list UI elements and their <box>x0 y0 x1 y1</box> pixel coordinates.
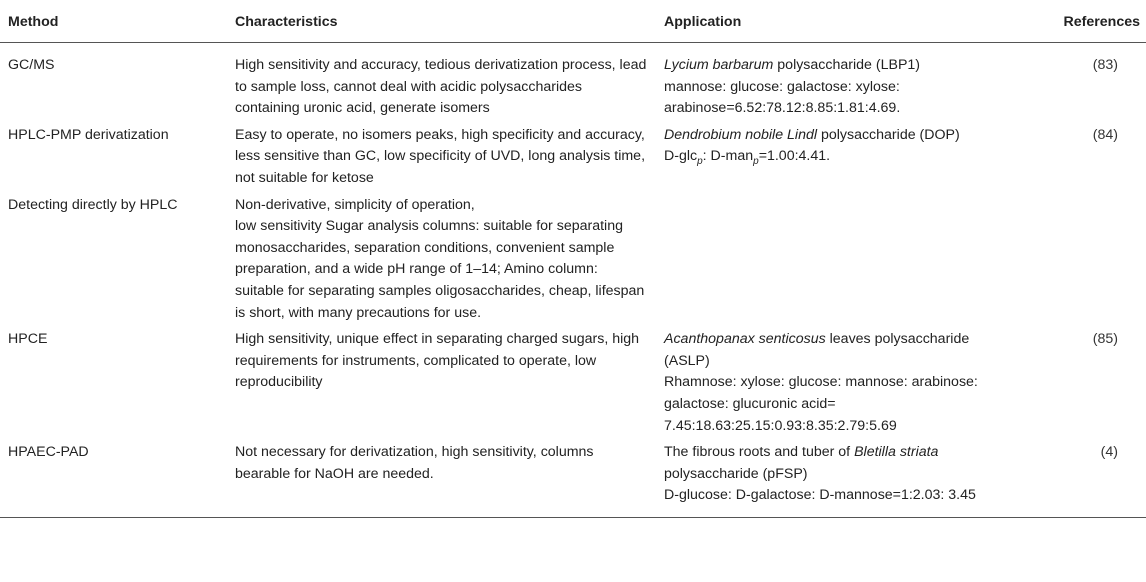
cell-characteristics: Not necessary for derivatization, high sensitivity, columns bearable for NaOH are needed. <box>227 442 656 517</box>
table-row <box>0 442 1146 517</box>
header-references: References <box>1022 0 1146 43</box>
header-method: Method <box>0 0 227 43</box>
application-prefix: The fibrous roots and tuber of <box>664 444 855 461</box>
composition-ratio: D-glucose: D-galactose: D-mannose=1:2.03: 3.45 <box>664 487 976 504</box>
cell-reference <box>1022 195 1146 330</box>
composition-ratio: mannose: glucose: galactose: xylose: arabinose=6.52:78.12:8.85:1.81:4.69. <box>664 78 901 117</box>
polysaccharide-name: polysaccharide (LBP1) <box>773 57 921 73</box>
cell-reference <box>1022 43 1146 125</box>
cell-characteristics: High sensitivity, unique effect in separating charged sugars, high requirements for instruments, complicated to operate, low reproducibility <box>235 331 640 391</box>
species-name: Bletilla striata <box>854 444 939 461</box>
table-row <box>0 329 1146 442</box>
reference-link[interactable]: (83) <box>1092 57 1118 73</box>
reference-link[interactable]: (4) <box>1100 444 1118 461</box>
species-name: Lycium barbarum <box>664 57 774 73</box>
cell-reference <box>1022 329 1146 442</box>
table-header <box>0 0 1146 43</box>
header-application: Application <box>656 0 1022 43</box>
cell-application <box>656 125 1022 195</box>
reference-link[interactable]: (84) <box>1092 126 1118 143</box>
species-name: Dendrobium nobile Lindl <box>664 126 818 143</box>
cell-method: GC/MS <box>8 57 55 73</box>
table-row <box>0 125 1146 195</box>
cell-application <box>656 329 1022 442</box>
composition-ratio: D-glc$_p$: D-man$_p$=1.00:4.41. <box>664 148 831 168</box>
cell-characteristics: Easy to operate, no isomers peaks, high specificity and accuracy, less sensitive than GC, low specificity of UVD, long analysis time, not suitable for ketose <box>235 126 646 186</box>
composition-ratio: Rhamnose: xylose: glucose: mannose: arabinose: galactose: glucuronic acid= 7.45:18.63:25.15:0.93:8.35:2.79:5.69 <box>664 374 978 434</box>
reference-link[interactable]: (85) <box>1092 331 1118 348</box>
cell-reference <box>1022 442 1146 517</box>
cell-characteristics: High sensitivity and accuracy, tedious derivatization process, lead to sample loss, cannot deal with acidic polysaccharides containing uronic acid, generate isomers <box>235 57 647 117</box>
cell-reference <box>1022 125 1146 195</box>
cell-characteristics: Non-derivative, simplicity of operation, low sensitivity Sugar analysis columns: suitable for separating monosaccharides, separation conditions, convenient sample preparation, and a wide pH range of 1–14; Amino column: suitable for separating samples oligosaccharides, cheap, lifespan is short, with many precautions for use. <box>235 196 645 321</box>
cell-method: Detecting directly by HPLC <box>8 196 178 213</box>
cell-method: HPLC-PMP derivatization <box>8 126 169 143</box>
polysaccharide-name: polysaccharide (pFSP) <box>664 465 808 482</box>
cell-method: HPAEC-PAD <box>0 442 227 517</box>
cell-application <box>656 442 1022 517</box>
header-characteristics: Characteristics <box>227 0 656 43</box>
polysaccharide-name: polysaccharide (DOP) <box>817 126 960 143</box>
table-row <box>0 195 1146 330</box>
cell-method: HPCE <box>8 331 48 348</box>
cell-application <box>656 43 1022 125</box>
polysaccharide-name: leaves polysaccharide (ASLP) <box>664 331 970 369</box>
table-row <box>0 43 1146 125</box>
cell-application <box>656 195 1022 330</box>
species-name: Acanthopanax senticosus <box>664 331 826 348</box>
